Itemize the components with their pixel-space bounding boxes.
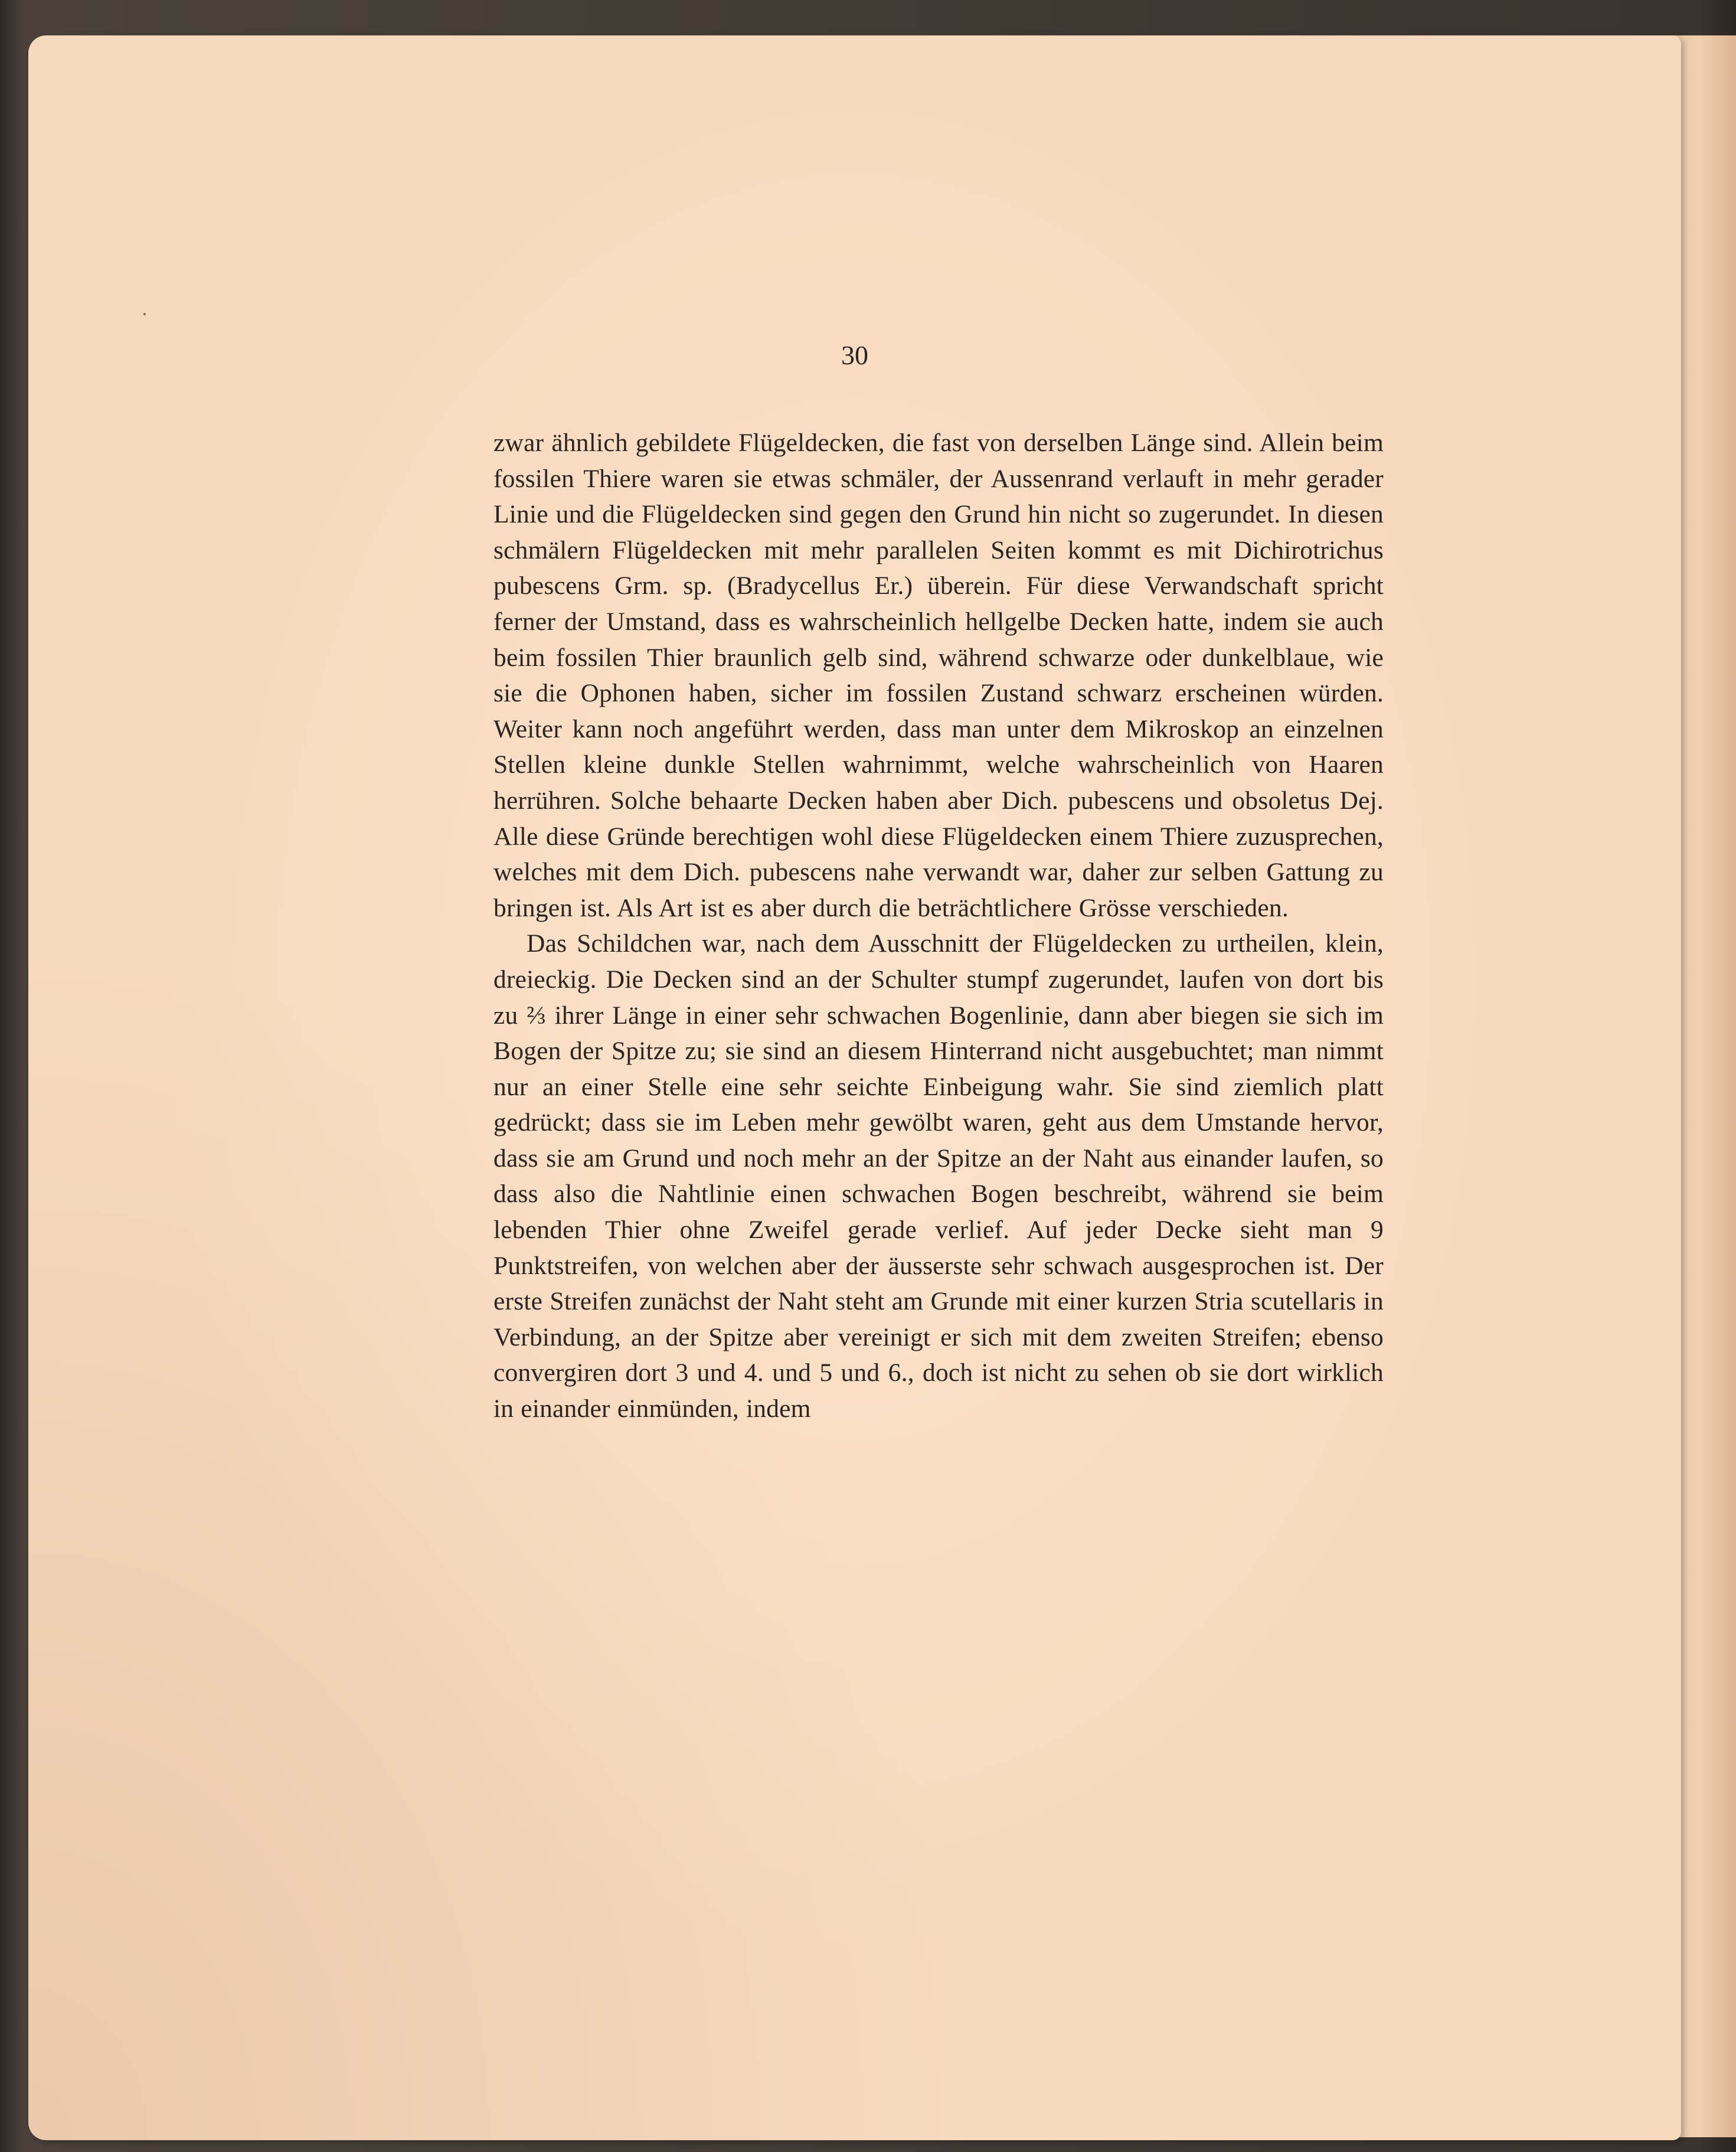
paragraph-1: zwar ähnlich gebildete Flügeldecken, die fast von derselben Länge sind. Allein beim fossilen Thiere waren sie etwas schmäler, der Aussenrand verlauft in mehr gerader Linie und die Flügeldecken sind gegen den Grund hin nicht so zugerundet. In diesen schmälern Flügeldecken mit mehr parallelen Seiten kommt es mit Dichirotrichus pubescens Grm. sp. (Bradycellus Er.) überein. Für diese Verwandschaft spricht ferner der Umstand, dass es wahrscheinlich hellgelbe Decken hatte, indem sie auch beim fossilen Thier braunlich gelb sind, während schwarze oder dunkelblaue, wie sie die Ophonen haben, sicher im fossilen Zustand schwarz erscheinen würden. Weiter kann noch angeführt werden, dass man unter dem Mikroskop an einzelnen Stellen kleine dunkle Stellen wahrnimmt, welche wahrscheinlich von Haaren herrühren. Solche behaarte Decken haben aber Dich. pubescens und obsoletus Dej. Alle diese Gründe berechtigen wohl diese Flügeldecken einem Thiere zuzusprechen, welches mit dem Dich. pubescens nahe verwandt war, daher zur selben Gattung zu bringen ist. Als Art ist es aber durch die beträchtlichere Grösse verschieden.	[493, 429, 1384, 922]
body-text	[493, 425, 1384, 1427]
page-number: 30	[841, 340, 868, 370]
book-page	[28, 35, 1681, 2140]
paper-fleck	[143, 313, 146, 315]
paragraph-2: Das Schildchen war, nach dem Ausschnitt der Flügeldecken zu urtheilen, klein, dreieckig. Die Decken sind an der Schulter stumpf zugerundet, laufen von dort bis zu ⅔ ihrer Länge in einer sehr schwachen Bogenlinie, dann aber biegen sie sich im Bogen der Spitze zu; sie sind an diesem Hinterrand nicht ausgebuchtet; man nimmt nur an einer Stelle eine sehr seichte Einbeigung wahr. Sie sind ziemlich platt gedrückt; dass sie im Leben mehr gewölbt waren, geht aus dem Umstande hervor, dass sie am Grund und noch mehr an der Spitze an der Naht aus einander laufen, so dass also die Nahtlinie einen schwachen Bogen beschreibt, während sie beim lebenden Thier ohne Zweifel gerade verlief. Auf jeder Decke sieht man 9 Punktstreifen, von welchen aber der äusserste sehr schwach ausgesprochen ist. Der erste Streifen zunächst der Naht steht am Grunde mit einer kurzen Stria scutellaris in Verbindung, an der Spitze aber vereinigt er sich mit dem zweiten Streifen; ebenso convergiren dort 3 und 4. und 5 und 6., doch ist nicht zu sehen ob sie dort wirklich in einander einmünden, indem	[493, 929, 1384, 1423]
next-page-edge	[1673, 35, 1736, 2137]
